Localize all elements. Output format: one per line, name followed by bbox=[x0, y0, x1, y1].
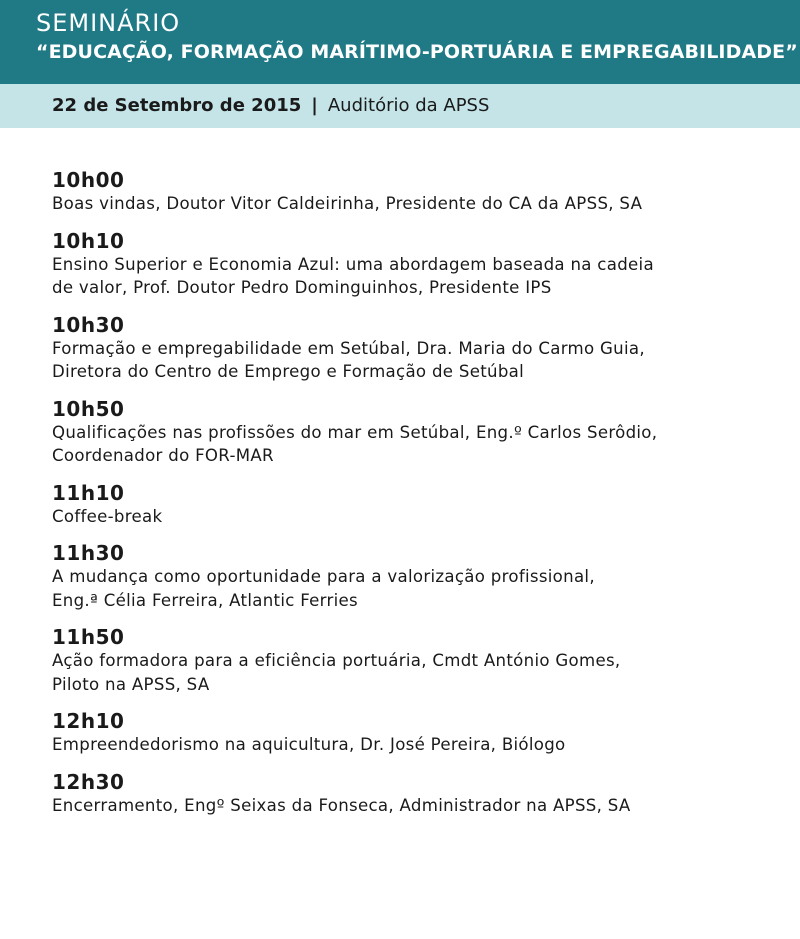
agenda-item bbox=[52, 313, 772, 384]
agenda-time: 10h50 bbox=[52, 396, 125, 421]
agenda-item bbox=[52, 229, 772, 300]
agenda-item bbox=[52, 709, 772, 757]
event-venue: Auditório da APSS bbox=[327, 95, 490, 116]
agenda-description: Piloto na APSS, SA bbox=[52, 674, 210, 694]
event-date: 22 de Setembro de 2015 bbox=[52, 95, 302, 116]
agenda-description: de valor, Prof. Doutor Pedro Dominguinhos, Presidente IPS bbox=[52, 278, 552, 297]
agenda-description: Empreendedorismo na aquicultura, Dr. José Pereira, Biólogo bbox=[52, 735, 566, 754]
agenda-time: 11h50 bbox=[52, 625, 125, 649]
agenda-time: 10h30 bbox=[52, 312, 125, 337]
agenda-item bbox=[52, 397, 772, 468]
agenda-description: A mudança como oportunidade para a valorização profissional, bbox=[52, 567, 595, 586]
seminar-kicker: SEMINÁRIO bbox=[36, 9, 181, 37]
seminar-header bbox=[0, 0, 800, 84]
agenda-item bbox=[52, 481, 772, 529]
seminar-title: “EDUCAÇÃO, FORMAÇÃO MARÍTIMO-PORTUÁRIA E EMPREGABILIDADE” bbox=[36, 41, 798, 63]
agenda-list bbox=[52, 168, 772, 830]
agenda-description: Coffee-break bbox=[52, 506, 163, 526]
agenda-item bbox=[52, 168, 772, 216]
event-details-bar bbox=[0, 84, 800, 128]
agenda-time: 12h30 bbox=[52, 769, 125, 794]
agenda-item bbox=[52, 770, 772, 818]
agenda-time: 12h10 bbox=[52, 709, 125, 733]
agenda-item bbox=[52, 625, 772, 696]
agenda-description: Encerramento, Engº Seixas da Fonseca, Administrador na APSS, SA bbox=[52, 795, 631, 815]
agenda-description: Ação formadora para a eficiência portuária, Cmdt António Gomes, bbox=[52, 651, 621, 670]
agenda-description: Ensino Superior e Economia Azul: uma abordagem baseada na cadeia bbox=[52, 254, 654, 274]
agenda-description: Qualificações nas profissões do mar em Setúbal, Eng.º Carlos Serôdio, bbox=[52, 422, 658, 442]
agenda-time: 10h10 bbox=[52, 228, 125, 253]
agenda-description: Eng.ª Célia Ferreira, Atlantic Ferries bbox=[52, 590, 358, 610]
agenda-description: Diretora do Centro de Emprego e Formação de Setúbal bbox=[52, 362, 525, 381]
agenda-description: Coordenador do FOR-MAR bbox=[52, 446, 274, 465]
details-separator: | bbox=[311, 95, 318, 116]
agenda-time: 10h00 bbox=[52, 168, 125, 192]
agenda-description: Boas vindas, Doutor Vitor Caldeirinha, Presidente do CA da APSS, SA bbox=[52, 194, 643, 213]
agenda-time: 11h30 bbox=[52, 541, 125, 565]
agenda-item bbox=[52, 541, 772, 612]
agenda-time: 11h10 bbox=[52, 480, 125, 505]
agenda-description: Formação e empregabilidade em Setúbal, Dra. Maria do Carmo Guia, bbox=[52, 338, 645, 358]
